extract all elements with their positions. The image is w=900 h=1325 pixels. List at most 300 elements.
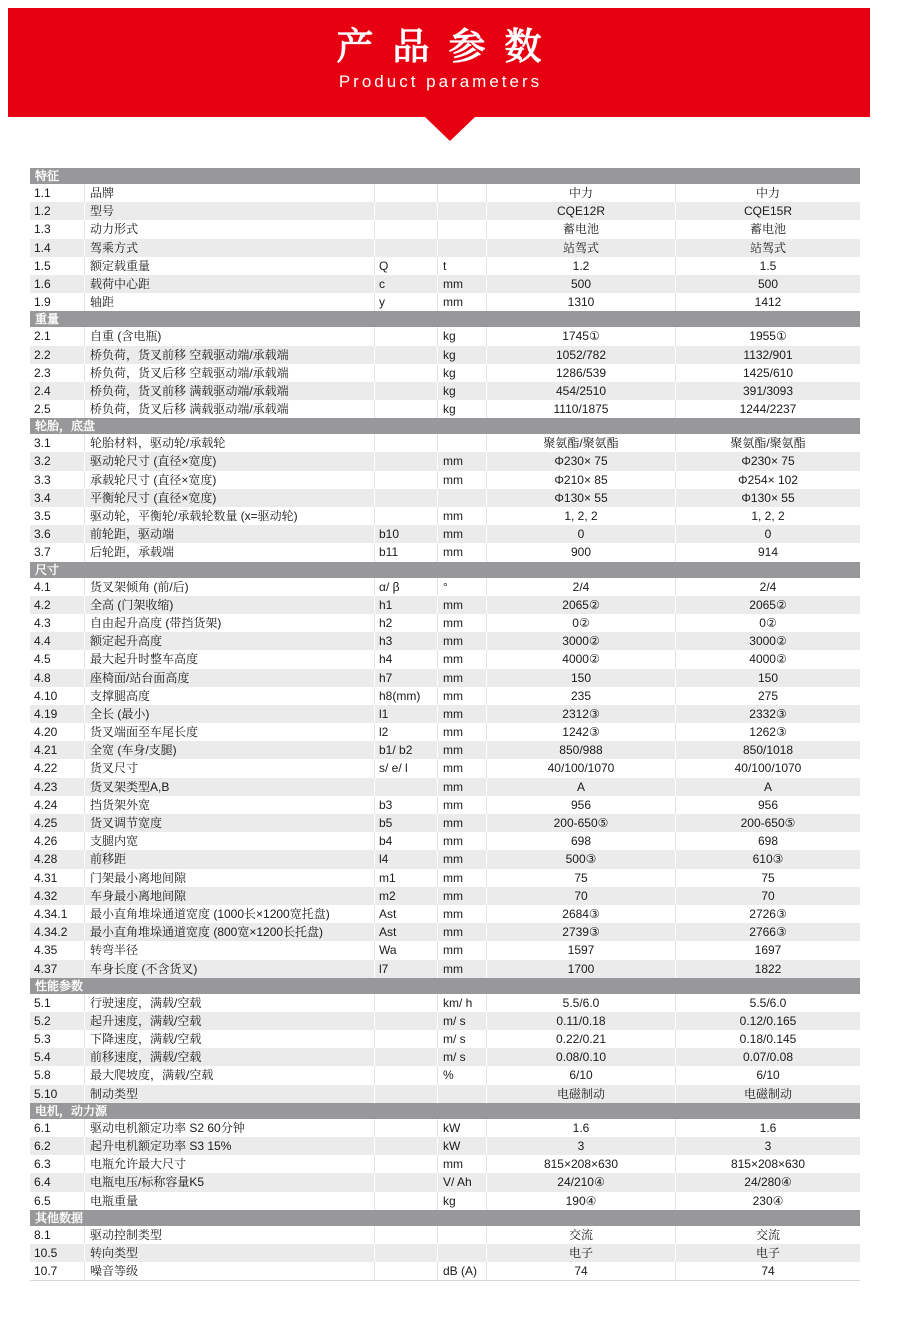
cell-description: 门架最小离地间隙 xyxy=(85,869,375,887)
cell-unit: mm xyxy=(438,632,487,650)
cell-symbol: Ast xyxy=(375,905,438,923)
cell-description: 货叉架倾角 (前/后) xyxy=(85,578,375,596)
table-row xyxy=(30,632,860,650)
cell-value-cqe12r: 0② xyxy=(487,614,676,632)
cell-value-cqe15r: 2726③ xyxy=(749,906,787,921)
cell-unit: ° xyxy=(438,578,487,596)
cell-index: 1.2 xyxy=(30,202,85,220)
cell-symbol: b11 xyxy=(375,543,438,561)
cell-description: 转弯半径 xyxy=(85,941,375,959)
cell-description: 驾乘方式 xyxy=(85,239,375,257)
cell-unit: m/ s xyxy=(438,1030,487,1048)
cell-value-cqe12r: 0.08/0.10 xyxy=(487,1048,676,1066)
cell-index: 1.6 xyxy=(30,275,85,293)
cell-index: 3.6 xyxy=(30,525,85,543)
cell-index: 4.24 xyxy=(30,796,85,814)
cell-value-cqe12r: 1242③ xyxy=(487,723,676,741)
cell-unit: dB (A) xyxy=(438,1262,487,1280)
cell-value-cqe12r: 1.6 xyxy=(487,1119,676,1137)
cell-value-cqe12r: 0 xyxy=(487,525,676,543)
cell-index: 3.2 xyxy=(30,452,85,470)
cell-index: 4.34.1 xyxy=(30,905,85,923)
cell-value-cqe12r: 190④ xyxy=(487,1192,676,1210)
cell-value-cqe15r: 75 xyxy=(761,870,775,885)
cell-value-cqe15r: 1697 xyxy=(754,943,782,958)
cell-unit: kg xyxy=(438,346,487,364)
table-row xyxy=(30,796,860,814)
cell-value-cqe15r: 40/100/1070 xyxy=(734,761,802,776)
table-row xyxy=(30,275,860,293)
table-row xyxy=(30,614,860,632)
cell-unit: t xyxy=(438,257,487,275)
table-row xyxy=(30,778,860,796)
cell-unit: mm xyxy=(438,525,487,543)
cell-index: 1.9 xyxy=(30,293,85,311)
cell-value-cqe12r: 0.11/0.18 xyxy=(487,1012,676,1030)
table-row xyxy=(30,687,860,705)
table-row xyxy=(30,1226,860,1244)
cell-symbol: b3 xyxy=(375,796,438,814)
cell-symbol xyxy=(375,202,438,220)
table-row xyxy=(30,887,860,905)
table-row xyxy=(30,257,860,275)
cell-value-cqe12r: A xyxy=(487,778,676,796)
cell-description: 前移速度，满载/空载 xyxy=(85,1048,375,1066)
table-row xyxy=(30,1173,860,1191)
cell-index: 2.2 xyxy=(30,346,85,364)
cell-unit: mm xyxy=(438,293,487,311)
table-row xyxy=(30,723,860,741)
cell-description: 驱动电机额定功率 S2 60分钟 xyxy=(85,1119,375,1137)
cell-value-cqe15r: 1412 xyxy=(754,295,782,310)
cell-index: 5.8 xyxy=(30,1066,85,1084)
cell-unit xyxy=(438,434,487,452)
cell-value-cqe12r: 3000② xyxy=(487,632,676,650)
arrow-down-icon xyxy=(425,117,475,141)
cell-value-cqe15r: 150 xyxy=(757,670,779,685)
cell-unit: mm xyxy=(438,650,487,668)
cell-description: 品牌 xyxy=(85,184,375,202)
cell-value-cqe15r: 3 xyxy=(764,1139,772,1153)
table-row xyxy=(30,239,860,257)
cell-index: 4.8 xyxy=(30,669,85,687)
cell-index: 3.3 xyxy=(30,471,85,489)
cell-description: 制动类型 xyxy=(85,1085,375,1103)
cell-unit xyxy=(438,220,487,238)
table-row xyxy=(30,1030,860,1048)
cell-description: 轴距 xyxy=(85,293,375,311)
cell-unit: mm xyxy=(438,723,487,741)
cell-value-cqe12r: 1745① xyxy=(487,327,676,345)
cell-value-cqe15r: 2332③ xyxy=(749,706,787,721)
cell-index: 3.4 xyxy=(30,489,85,507)
cell-description: 货叉尺寸 xyxy=(85,759,375,777)
cell-description: 起升电机额定功率 S3 15% xyxy=(85,1137,375,1155)
cell-value-cqe15r: 交流 xyxy=(755,1227,780,1242)
cell-value-cqe15r: 2065② xyxy=(749,597,787,612)
cell-value-cqe12r: 1.2 xyxy=(487,257,676,275)
cell-unit: kg xyxy=(438,327,487,345)
cell-value-cqe15r: 610③ xyxy=(752,852,784,867)
cell-symbol: h4 xyxy=(375,650,438,668)
cell-value-cqe12r: 2/4 xyxy=(487,578,676,596)
table-row xyxy=(30,941,860,959)
cell-symbol xyxy=(375,346,438,364)
cell-value-cqe15r: 1955① xyxy=(749,329,787,344)
cell-value-cqe15r: 电磁制动 xyxy=(743,1086,792,1101)
cell-index: 4.35 xyxy=(30,941,85,959)
cell-description: 货叉调节宽度 xyxy=(85,814,375,832)
cell-value-cqe12r: 5.5/6.0 xyxy=(487,994,676,1012)
cell-value-cqe15r: 0② xyxy=(759,615,777,630)
cell-value-cqe15r: Φ130× 55 xyxy=(741,490,795,505)
cell-unit: kg xyxy=(438,1192,487,1210)
cell-index: 6.5 xyxy=(30,1192,85,1210)
cell-index: 8.1 xyxy=(30,1226,85,1244)
cell-value-cqe15r: 0.12/0.165 xyxy=(739,1013,797,1028)
cell-value-cqe15r: 275 xyxy=(757,688,779,703)
cell-symbol: h2 xyxy=(375,614,438,632)
section-header: 性能参数 xyxy=(30,978,860,994)
cell-symbol: c xyxy=(375,275,438,293)
cell-value-cqe15r: 1244/2237 xyxy=(739,402,797,417)
cell-symbol: h3 xyxy=(375,632,438,650)
cell-value-cqe15r: 1262③ xyxy=(749,725,787,740)
cell-value-cqe15r: Φ230× 75 xyxy=(741,454,795,469)
cell-index: 3.5 xyxy=(30,507,85,525)
cell-description: 货叉端面至车尾长度 xyxy=(85,723,375,741)
section-header: 尺寸 xyxy=(30,562,860,578)
cell-index: 10.7 xyxy=(30,1262,85,1280)
section-header: 轮胎，底盘 xyxy=(30,418,860,434)
cell-value-cqe12r: 站驾式 xyxy=(487,239,676,257)
cell-symbol: α/ β xyxy=(375,578,438,596)
cell-value-cqe12r: 698 xyxy=(487,832,676,850)
cell-value-cqe12r: 1110/1875 xyxy=(487,400,676,418)
cell-symbol xyxy=(375,1119,438,1137)
cell-value-cqe15r: 850/1018 xyxy=(742,743,794,758)
cell-description: 桥负荷，货叉后移 空载驱动端/承载端 xyxy=(85,364,375,382)
cell-description: 电瓶重量 xyxy=(85,1192,375,1210)
cell-symbol xyxy=(375,400,438,418)
cell-symbol xyxy=(375,1048,438,1066)
cell-value-cqe12r: 4000② xyxy=(487,650,676,668)
cell-index: 4.26 xyxy=(30,832,85,850)
cell-symbol xyxy=(375,507,438,525)
cell-value-cqe12r: 2065② xyxy=(487,596,676,614)
cell-index: 10.5 xyxy=(30,1244,85,1262)
cell-unit: mm xyxy=(438,275,487,293)
cell-symbol xyxy=(375,364,438,382)
cell-symbol xyxy=(375,220,438,238)
cell-symbol xyxy=(375,382,438,400)
cell-description: 前移距 xyxy=(85,850,375,868)
cell-symbol: m2 xyxy=(375,887,438,905)
table-row xyxy=(30,400,860,418)
table-row xyxy=(30,220,860,238)
cell-description: 货叉架类型A,B xyxy=(85,778,375,796)
cell-unit: mm xyxy=(438,452,487,470)
page-subtitle: Product parameters xyxy=(338,72,543,91)
cell-symbol xyxy=(375,452,438,470)
cell-description: 驱动轮，平衡轮/承载轮数量 (x=驱动轮) xyxy=(85,507,375,525)
cell-value-cqe15r: A xyxy=(763,779,772,794)
cell-value-cqe12r: 200-650⑤ xyxy=(487,814,676,832)
cell-description: 平衡轮尺寸 (直径×宽度) xyxy=(85,489,375,507)
cell-description: 桥负荷，货叉前移 满载驱动端/承载端 xyxy=(85,382,375,400)
cell-index: 4.31 xyxy=(30,869,85,887)
section-header: 特征 xyxy=(30,168,860,184)
cell-description: 动力形式 xyxy=(85,220,375,238)
table-row xyxy=(30,994,860,1012)
cell-symbol xyxy=(375,1085,438,1103)
cell-index: 4.5 xyxy=(30,650,85,668)
cell-value-cqe15r: 站驾式 xyxy=(749,240,786,255)
cell-symbol xyxy=(375,239,438,257)
cell-index: 4.2 xyxy=(30,596,85,614)
cell-symbol xyxy=(375,1137,438,1155)
cell-unit: mm xyxy=(438,596,487,614)
cell-value-cqe15r: 电子 xyxy=(755,1245,780,1260)
cell-description: 驱动轮尺寸 (直径×宽度) xyxy=(85,452,375,470)
table-row xyxy=(30,1066,860,1084)
cell-unit: mm xyxy=(438,869,487,887)
cell-value-cqe12r: 24/210④ xyxy=(487,1173,676,1191)
table-row xyxy=(30,1048,860,1066)
cell-symbol xyxy=(375,1226,438,1244)
cell-symbol xyxy=(375,489,438,507)
table-row xyxy=(30,960,860,978)
cell-index: 4.32 xyxy=(30,887,85,905)
cell-value-cqe12r: 6/10 xyxy=(487,1066,676,1084)
cell-description: 下降速度，满载/空载 xyxy=(85,1030,375,1048)
cell-value-cqe12r: 2312③ xyxy=(487,705,676,723)
cell-unit: V/ Ah xyxy=(438,1173,487,1191)
cell-unit: mm xyxy=(438,471,487,489)
cell-index: 6.1 xyxy=(30,1119,85,1137)
table-row xyxy=(30,1137,860,1155)
cell-index: 4.21 xyxy=(30,741,85,759)
cell-description: 最小直角堆垛通道宽度 (800宽×1200长托盘) xyxy=(85,923,375,941)
table-row xyxy=(30,1085,860,1103)
cell-value-cqe15r: 1132/901 xyxy=(743,347,793,362)
cell-unit: mm xyxy=(438,614,487,632)
table-row xyxy=(30,382,860,400)
table-row xyxy=(30,832,860,850)
cell-value-cqe12r: 815×208×630 xyxy=(487,1155,676,1173)
cell-index: 4.10 xyxy=(30,687,85,705)
cell-value-cqe12r: 75 xyxy=(487,869,676,887)
cell-index: 4.28 xyxy=(30,850,85,868)
cell-value-cqe15r: 3000② xyxy=(749,634,787,649)
cell-description: 全宽 (车身/支腿) xyxy=(85,741,375,759)
cell-unit: mm xyxy=(438,923,487,941)
cell-symbol: b10 xyxy=(375,525,438,543)
cell-unit: mm xyxy=(438,850,487,868)
cell-description: 自由起升高度 (带挡货架) xyxy=(85,614,375,632)
cell-unit: m/ s xyxy=(438,1012,487,1030)
cell-value-cqe12r: 聚氨酯/聚氨酯 xyxy=(487,434,676,452)
cell-index: 5.10 xyxy=(30,1085,85,1103)
cell-symbol: Ast xyxy=(375,923,438,941)
cell-value-cqe12r: CQE12R xyxy=(487,202,676,220)
cell-description: 噪音等级 xyxy=(85,1262,375,1280)
table-row xyxy=(30,850,860,868)
table-row xyxy=(30,669,860,687)
cell-index: 1.3 xyxy=(30,220,85,238)
cell-index: 1.5 xyxy=(30,257,85,275)
cell-unit: mm xyxy=(438,705,487,723)
table-row xyxy=(30,1155,860,1173)
table-row xyxy=(30,650,860,668)
cell-value-cqe15r: 2766③ xyxy=(749,925,787,940)
cell-index: 4.1 xyxy=(30,578,85,596)
cell-description: 桥负荷，货叉后移 满载驱动端/承载端 xyxy=(85,400,375,418)
table-row xyxy=(30,905,860,923)
cell-value-cqe15r: 聚氨酯/聚氨酯 xyxy=(730,436,806,451)
cell-description: 后轮距，承载端 xyxy=(85,543,375,561)
cell-symbol xyxy=(375,1066,438,1084)
cell-value-cqe15r: 1, 2, 2 xyxy=(751,509,785,523)
cell-value-cqe15r: 74 xyxy=(761,1264,775,1279)
cell-value-cqe12r: 2684③ xyxy=(487,905,676,923)
section-header: 其他数据 xyxy=(30,1210,860,1226)
cell-value-cqe15r: 200-650⑤ xyxy=(740,816,796,830)
cell-value-cqe12r: 0.22/0.21 xyxy=(487,1030,676,1048)
cell-index: 4.3 xyxy=(30,614,85,632)
cell-symbol: l1 xyxy=(375,705,438,723)
cell-description: 行驶速度，满载/空载 xyxy=(85,994,375,1012)
cell-unit: kW xyxy=(438,1119,487,1137)
spec-table xyxy=(30,168,860,1281)
cell-unit: mm xyxy=(438,669,487,687)
cell-symbol xyxy=(375,994,438,1012)
table-row xyxy=(30,1192,860,1210)
cell-unit xyxy=(438,1226,487,1244)
cell-unit: mm xyxy=(438,832,487,850)
cell-symbol: l2 xyxy=(375,723,438,741)
cell-description: 型号 xyxy=(85,202,375,220)
cell-value-cqe15r: 391/3093 xyxy=(742,383,794,398)
table-row xyxy=(30,525,860,543)
cell-unit: % xyxy=(438,1066,487,1084)
cell-index: 6.2 xyxy=(30,1137,85,1155)
cell-value-cqe15r: 0.18/0.145 xyxy=(739,1032,797,1047)
cell-unit: mm xyxy=(438,1155,487,1173)
table-row xyxy=(30,705,860,723)
cell-value-cqe15r: 956 xyxy=(757,797,779,812)
cell-symbol: b5 xyxy=(375,814,438,832)
cell-value-cqe15r: 24/280④ xyxy=(744,1175,792,1190)
table-row xyxy=(30,1244,860,1262)
cell-value-cqe12r: 900 xyxy=(487,543,676,561)
cell-index: 4.23 xyxy=(30,778,85,796)
cell-symbol: y xyxy=(375,293,438,311)
cell-index: 5.1 xyxy=(30,994,85,1012)
cell-index: 4.34.2 xyxy=(30,923,85,941)
cell-description: 最大起升时整车高度 xyxy=(85,650,375,668)
cell-value-cqe12r: 70 xyxy=(487,887,676,905)
cell-symbol: Wa xyxy=(375,941,438,959)
cell-symbol: b4 xyxy=(375,832,438,850)
cell-index: 4.19 xyxy=(30,705,85,723)
cell-value-cqe12r: 1310 xyxy=(487,293,676,311)
cell-description: 车身长度 (不含货叉) xyxy=(85,960,375,978)
cell-symbol: s/ e/ l xyxy=(375,759,438,777)
cell-value-cqe15r: 500 xyxy=(757,276,779,291)
cell-unit: mm xyxy=(438,960,487,978)
table-row xyxy=(30,202,860,220)
cell-unit: mm xyxy=(438,507,487,525)
cell-description: 载荷中心距 xyxy=(85,275,375,293)
table-row xyxy=(30,543,860,561)
cell-value-cqe12r: 1286/539 xyxy=(487,364,676,382)
cell-value-cqe15r: 4000② xyxy=(749,652,787,667)
cell-description: 挡货架外宽 xyxy=(85,796,375,814)
cell-value-cqe12r: 956 xyxy=(487,796,676,814)
cell-index: 5.3 xyxy=(30,1030,85,1048)
cell-description: 最大爬坡度，满载/空载 xyxy=(85,1066,375,1084)
cell-index: 1.1 xyxy=(30,184,85,202)
section-header: 电机，动力源 xyxy=(30,1103,860,1119)
cell-value-cqe12r: 3 xyxy=(487,1137,676,1155)
cell-index: 2.5 xyxy=(30,400,85,418)
cell-value-cqe12r: 74 xyxy=(487,1262,676,1280)
table-row xyxy=(30,759,860,777)
cell-value-cqe15r: 1.6 xyxy=(759,1120,777,1135)
cell-symbol xyxy=(375,1030,438,1048)
cell-value-cqe12r: 850/988 xyxy=(487,741,676,759)
cell-value-cqe12r: 500 xyxy=(487,275,676,293)
header-banner xyxy=(8,8,870,117)
table-row xyxy=(30,346,860,364)
cell-value-cqe12r: 1700 xyxy=(487,960,676,978)
cell-index: 2.1 xyxy=(30,327,85,345)
cell-description: 车身最小离地间隙 xyxy=(85,887,375,905)
cell-index: 4.25 xyxy=(30,814,85,832)
table-row xyxy=(30,452,860,470)
cell-description: 转向类型 xyxy=(85,1244,375,1262)
cell-value-cqe15r: 5.5/6.0 xyxy=(749,995,787,1010)
cell-index: 4.20 xyxy=(30,723,85,741)
cell-description: 桥负荷，货叉前移 空载驱动端/承载端 xyxy=(85,346,375,364)
cell-value-cqe12r: 电子 xyxy=(487,1244,676,1262)
cell-description: 轮胎材料，驱动轮/承载轮 xyxy=(85,434,375,452)
cell-unit: km/ h xyxy=(438,994,487,1012)
cell-unit: mm xyxy=(438,759,487,777)
cell-unit: mm xyxy=(438,887,487,905)
page-title: 产品参数 xyxy=(336,26,561,67)
cell-value-cqe12r: 150 xyxy=(487,669,676,687)
cell-symbol: h7 xyxy=(375,669,438,687)
cell-value-cqe12r: 1052/782 xyxy=(487,346,676,364)
cell-value-cqe12r: 电磁制动 xyxy=(487,1085,676,1103)
cell-unit: m/ s xyxy=(438,1048,487,1066)
cell-value-cqe15r: 815×208×630 xyxy=(730,1157,806,1172)
cell-value-cqe12r: 235 xyxy=(487,687,676,705)
cell-description: 最小直角堆垛通道宽度 (1000长×1200宽托盘) xyxy=(85,905,375,923)
table-row xyxy=(30,434,860,452)
cell-symbol: m1 xyxy=(375,869,438,887)
cell-description: 全高 (门架收缩) xyxy=(85,596,375,614)
table-row xyxy=(30,1119,860,1137)
cell-value-cqe12r: 蓄电池 xyxy=(487,220,676,238)
cell-symbol: Q xyxy=(375,257,438,275)
cell-description: 额定起升高度 xyxy=(85,632,375,650)
cell-value-cqe12r: 40/100/1070 xyxy=(487,759,676,777)
cell-symbol xyxy=(375,1173,438,1191)
cell-value-cqe12r: 2739③ xyxy=(487,923,676,941)
